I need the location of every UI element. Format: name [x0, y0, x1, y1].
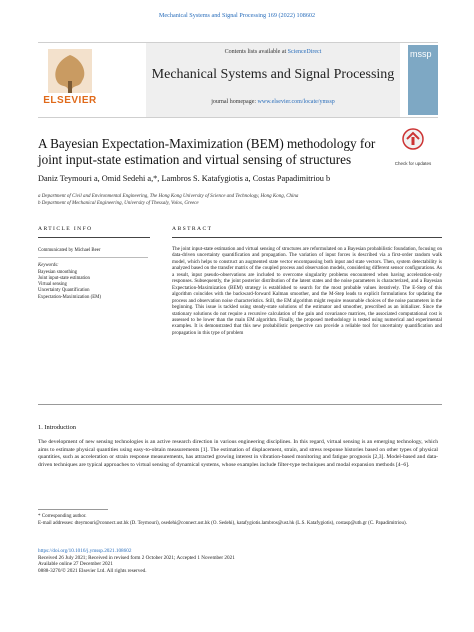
cover-label: mssp	[410, 49, 432, 59]
article-info	[38, 248, 148, 301]
section-heading-introduction: 1. Introduction	[38, 424, 76, 431]
abstract-bottom-rule	[38, 404, 442, 405]
affiliation-a: a Department of Civil and Environmental Engineering, The Hong Kong University of Science and Technology, Hong Kong, China	[38, 194, 299, 199]
check-for-updates-badge[interactable]	[394, 126, 432, 168]
introduction-paragraph: The development of new sensing technologies is an active research direction in various engineering disciplines. In this regard, virtual sensing is an emerging technology, which aims to estimate physical quantities using easy-to-obtain measurements [1]. The estimation of displacement, strain, and stress response histories based on other types of physical quantities, such as acceleration or strain response measurements, has attracted growing interest in vibration-based monitoring and fatigue prognosis [2,3]. Model-based and data-driven techniques are typical approaches to virtual sensing of dynamical systems, whose examples include filter-type techniques and modal expansion methods [4–6].	[38, 439, 438, 468]
author-list: Daniz Teymouri a, Omid Sedehi a,*, Lambros S. Katafygiotis a, Costas Papadimitriou b	[38, 174, 331, 183]
keyword: Uncertainty Quantification	[38, 288, 90, 294]
journal-citation-link[interactable]: Mechanical Systems and Signal Processing 169 (2022) 108602	[158, 12, 316, 19]
sciencedirect-link[interactable]: ScienceDirect	[287, 49, 322, 55]
journal-name: Mechanical Systems and Signal Processing	[151, 67, 395, 82]
received-dates: Received 26 July 2021; Received in revised form 2 October 2021; Accepted 1 November 2021	[38, 554, 235, 561]
abstract-text: The joint input-state estimation and virtual sensing of structures are reformulated on a Bayesian probabilistic foundation, focusing on data-driven uncertainty quantification and propagation. The variation of input forces is described via a first-order random walk model, which helps to construct an augmented state vector encompassing both input and state vectors. Then, system detectability is analyzed based on the transfer matrix of the coupled process and observation models, considering different sensor configurations. As a result, input pseudo-observations are included to overcome singularity problems encountered when having acceleration-only responses. Subsequently, the joint posterior distribution of the latent states and the noise parameters is characterized, and a Bayesian Expectation-Maximization (BEM) strategy is established to search for the most probable values iteratively. The E-Step of this algorithm coincides with the backward-forward Kalman smoother, and the M-Step leads to explicit formulations for updating the process and observation noise characteristics. Still, the EM algorithm might require reasonable choices of the noise parameters in the beginning. This issue is tackled using steady-state solutions of the estimator and smoother, prescribed as an initializer. Since the stationary solutions do not require a recursive calculation of the gain and covariance matrices, the associated computational cost is assessed to be lower than the main EM algorithm. Finally, the proposed methodology is tested using numerical and experimental examples. It is demonstrated that this new probabilistic perspective can provide a reliable tool for uncertainty quantification and propagation in this type of problem	[172, 246, 442, 336]
homepage-line	[146, 99, 400, 105]
keywords-label: Keywords:	[38, 263, 59, 269]
available-online: Available online 27 December 2021	[38, 561, 113, 568]
badge-label: Check for updates	[394, 161, 432, 166]
journal-header	[38, 42, 438, 118]
homepage-prefix: journal homepage:	[211, 99, 257, 105]
check-for-updates-icon	[394, 126, 432, 156]
affiliation-b: b Department of Mechanical Engineering, University of Thessaly, Volos, Greece	[38, 201, 199, 206]
communicated-by: Communicated by Michael Beer	[38, 248, 148, 258]
journal-banner	[146, 43, 400, 117]
copyright: 0888-3270/© 2021 Elsevier Ltd. All rights reserved.	[38, 567, 147, 574]
contents-prefix: Contents lists available at	[224, 49, 287, 55]
publisher-name: ELSEVIER	[43, 95, 97, 106]
email-addresses: E-mail addresses: dteymouri@connect.ust.hk (D. Teymouri), osedehi@connect.ust.hk (O. Sedehi), katafygiotis.lambros@ust.hk (L.S. Katafygiotis), costasp@uth.gr (C. Papadimitriou).	[38, 520, 407, 526]
corresponding-author-note: * Corresponding author.	[38, 514, 87, 519]
keyword: Bayesian smoothing	[38, 269, 78, 275]
abstract-heading: ABSTRACT	[172, 226, 213, 232]
contents-line	[146, 49, 400, 55]
footnotes	[38, 514, 438, 528]
journal-homepage-link[interactable]: www.elsevier.com/locate/ymssp	[257, 99, 335, 105]
keyword: Expectation-Maximization (EM)	[38, 294, 102, 300]
doi-link[interactable]: https://doi.org/10.1016/j.ymssp.2021.108602	[38, 548, 132, 554]
article-title: A Bayesian Expectation-Maximization (BEM) methodology for joint input-state estimation and virtual sensing of structures	[38, 136, 376, 167]
keyword: Virtual sensing	[38, 282, 67, 288]
footnote-rule	[38, 509, 108, 510]
abstract-rule	[172, 237, 442, 238]
affiliations	[38, 193, 438, 207]
keyword: Joint input-state estimation	[38, 275, 90, 281]
publication-info	[38, 548, 438, 574]
article-info-rule	[38, 237, 150, 238]
article-info-heading: ARTICLE INFO	[38, 226, 93, 232]
